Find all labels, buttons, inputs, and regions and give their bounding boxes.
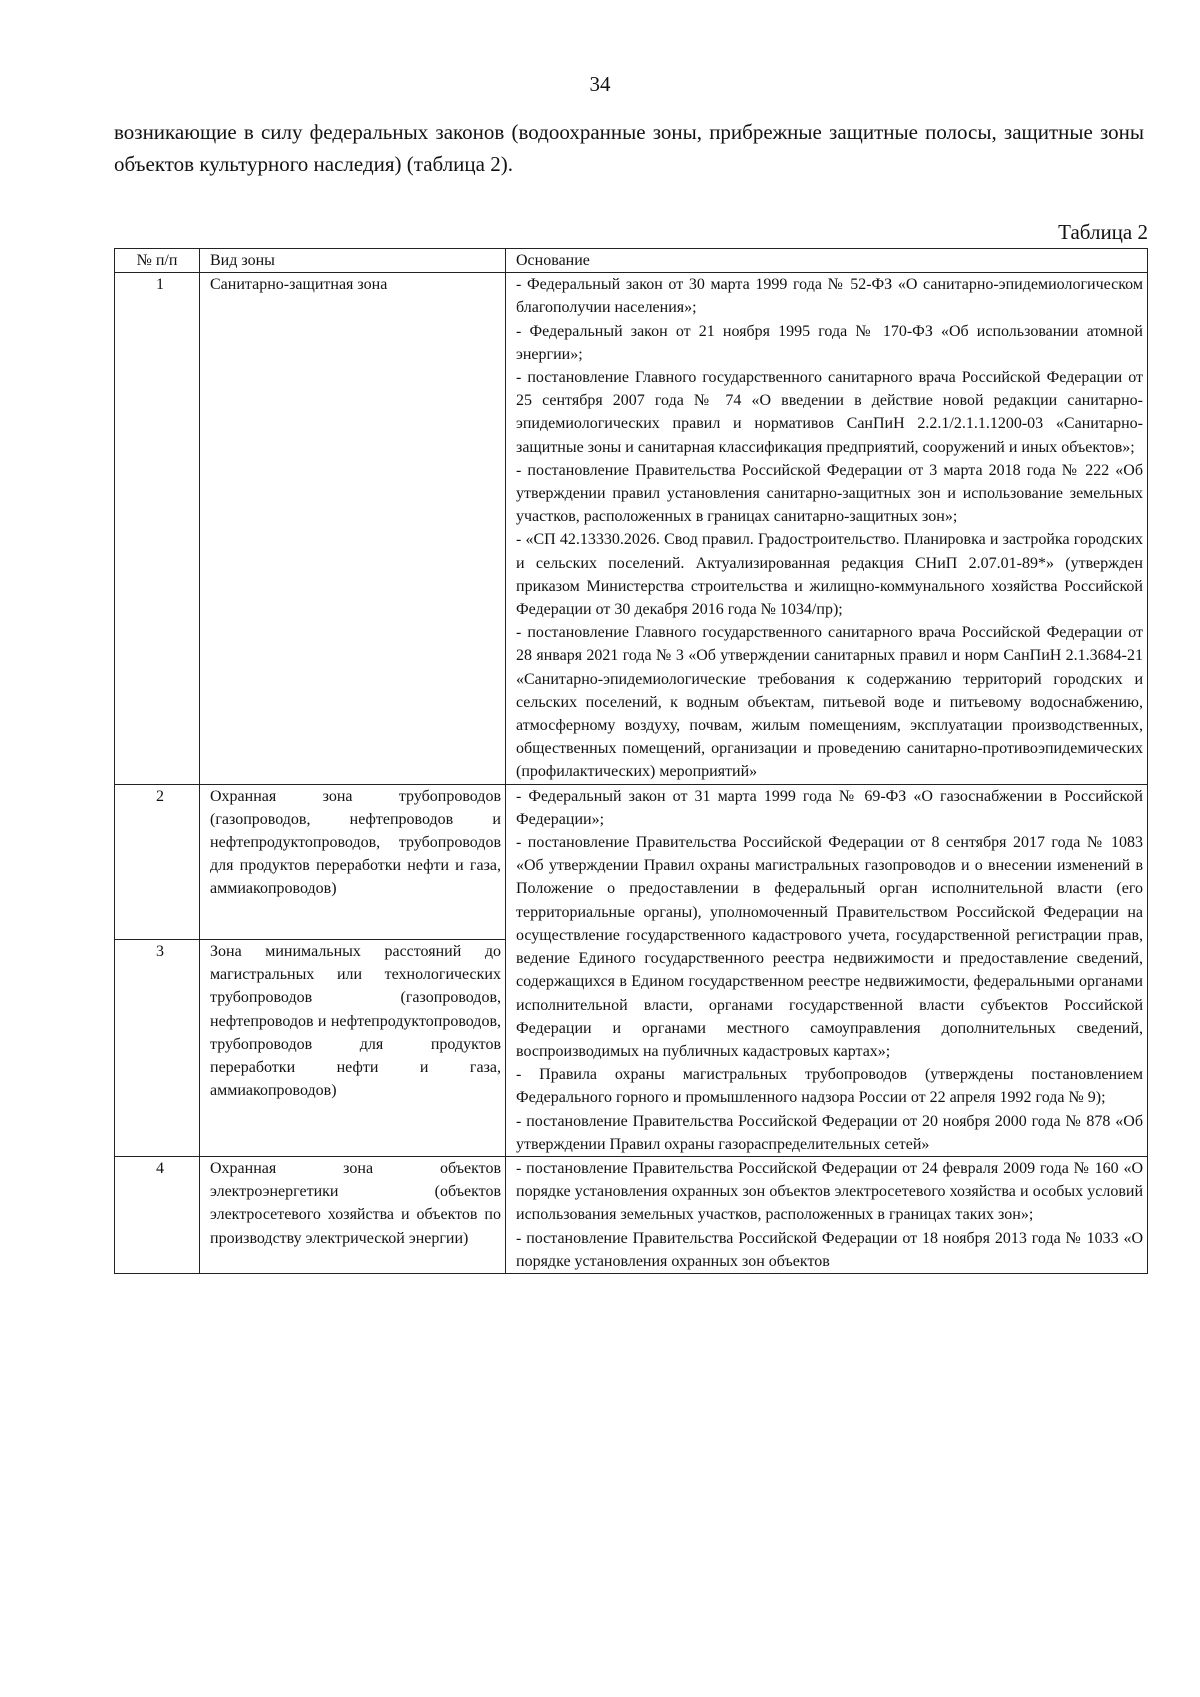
table-header-row — [115, 249, 1148, 273]
basis-item: - «СП 42.13330.2026. Свод правил. Градостроительство. Планировка и застройка городских и сельских поселений. Актуализированная редакция СНиП 2.07.01-89*» (утвержден приказом Министерства строительства и жилищно-коммунального хозяйства Российской Федерации от 30 декабря 2016 года № 1034/пр); — [516, 531, 1143, 619]
table-caption: Таблица 2 — [1058, 220, 1148, 244]
zone-type: Зона минимальных расстояний до магистральных или технологических трубопроводов (газопроводов, нефтепроводов и нефтепродуктопроводов, трубопроводов для продуктов переработки нефти и газа, аммиакопроводов) — [200, 939, 506, 1156]
header-number: № п/п — [115, 249, 200, 273]
page-number: 34 — [589, 72, 611, 96]
basis-item: - постановление Правительства Российской Федерации от 3 марта 2018 года № 222 «Об утверждении правил установления санитарно-защитных зон и использование земельных участков, расположенных в границах санитарно-защитных зон»; — [516, 461, 1143, 526]
basis-item: - Правила охраны магистральных трубопроводов (утверждены постановлением Федерального горного и промышленного надзора России от 22 апреля 1992 года № 9); — [516, 1066, 1143, 1107]
basis-cell — [506, 1156, 1148, 1273]
zone-type: Охранная зона объектов электроэнергетики (объектов электросетевого хозяйства и объектов по производству электрической энергии) — [200, 1156, 506, 1273]
zone-type: Санитарно-защитная зона — [200, 273, 506, 784]
basis-cell — [506, 784, 1148, 1156]
intro-paragraph: возникающие в силу федеральных законов (водоохранные зоны, прибрежные защитные полосы, защитные зоны объектов культурного наследия) (таблица 2). — [114, 120, 1144, 176]
row-number: 3 — [115, 939, 200, 1156]
header-basis: Основание — [506, 249, 1148, 273]
basis-cell — [506, 273, 1148, 784]
basis-item: - постановление Главного государственного санитарного врача Российской Федерации от 25 сентября 2007 года № 74 «О введении в действие новой редакции санитарно-эпидемиологических правил и нормативов СанПиН 2.2.1/2.1.1.1200-03 «Санитарно-защитные зоны и санитарная классификация предприятий, сооружений и иных объектов»; — [516, 369, 1143, 456]
row-number: 4 — [115, 1156, 200, 1273]
basis-item: - постановление Правительства Российской Федерации от 24 февраля 2009 года № 160 «О порядке установления охранных зон объектов электросетевого хозяйства и особых условий использования земельных участков, расположенных в границах таких зон»; — [516, 1159, 1143, 1224]
basis-item: - Федеральный закон от 30 марта 1999 года № 52-ФЗ «О санитарно-эпидемиологическом благополучии населения»; — [516, 276, 1143, 317]
table-row — [115, 1156, 1148, 1273]
table-row — [115, 784, 1148, 939]
basis-item: - Федеральный закон от 21 ноября 1995 года № 170-ФЗ «Об использовании атомной энергии»; — [516, 322, 1143, 363]
basis-item: - постановление Главного государственного санитарного врача Российской Федерации от 28 января 2021 года № 3 «Об утверждении санитарных правил и норм СанПиН 2.1.3684-21 «Санитарно-эпидемиологические требования к содержанию территорий городских и сельских поселений, к водным объектам, питьевой воде и питьевому водоснабжению, атмосферному воздуху, почвам, жилым помещениям, эксплуатации производственных, общественных помещений, организации и проведению санитарно-противоэпидемических (профилактических) мероприятий» — [516, 624, 1143, 781]
zones-table — [114, 248, 1148, 1274]
row-number: 2 — [115, 784, 200, 939]
basis-item: - Федеральный закон от 31 марта 1999 года № 69-ФЗ «О газоснабжении в Российской Федерации»; — [516, 787, 1143, 828]
zone-type: Охранная зона трубопроводов (газопроводов, нефтепроводов и нефтепродуктопроводов, трубопроводов для продуктов переработки нефти и газа, аммиакопроводов) — [200, 784, 506, 939]
header-zone-type: Вид зоны — [200, 249, 506, 273]
basis-item: - постановление Правительства Российской Федерации от 20 ноября 2000 года № 878 «Об утверждении Правил охраны газораспределительных сетей» — [516, 1112, 1143, 1153]
basis-item: - постановление Правительства Российской Федерации от 8 сентября 2017 года № 1083 «Об утверждении Правил охраны магистральных газопроводов и о внесении изменений в Положение о предоставлении в федеральный орган исполнительной власти (его территориальные органы), уполномоченный Правительством Российской Федерации на осуществление государственного кадастрового учета, государственной регистрации прав, ведение Единого государственного реестра недвижимости и предоставление сведений, содержащихся в Едином государственном реестре недвижимости, федеральными органами исполнительной власти, органами государственной власти субъектов Российской Федерации и органами местного самоуправления дополнительных сведений, воспроизводимых на публичных кадастровых картах»; — [516, 834, 1143, 1060]
basis-item: - постановление Правительства Российской Федерации от 18 ноября 2013 года № 1033 «О порядке установления охранных зон объектов — [516, 1229, 1143, 1270]
row-number: 1 — [115, 273, 200, 784]
table-row — [115, 273, 1148, 784]
